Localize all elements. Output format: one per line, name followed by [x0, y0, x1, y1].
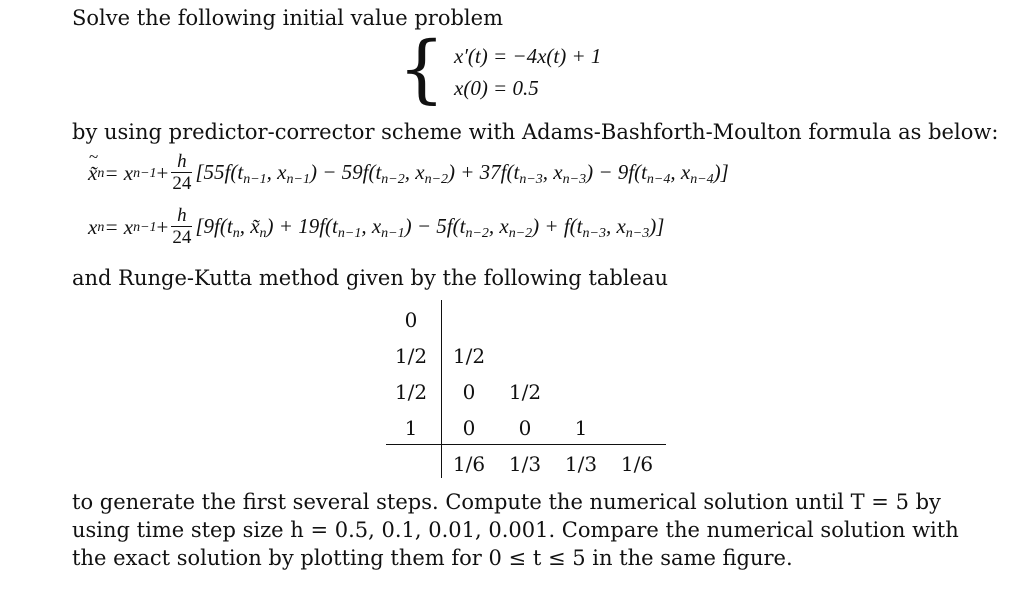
closing-text: to generate the first several steps. Compute the numerical solution until T = 5 by using time step size h = 0.5, 0.1, 0.01, 0.001. Compare the numerical solution with the exact solution by plotting them for 0 ≤ t ≤ 5 in the same figure.	[72, 490, 959, 570]
butcher-tableau	[386, 300, 666, 490]
corrector-frac-num: h	[177, 205, 187, 226]
tableau-vertical-rule	[441, 300, 442, 478]
tableau-b: 1/6	[620, 452, 654, 476]
corrector-lhs-sub: n	[97, 219, 105, 235]
tableau-a: 0	[462, 380, 476, 404]
tableau-b: 1/3	[508, 452, 542, 476]
tableau-c: 1/2	[394, 344, 428, 368]
corrector-eq-sub: n−1	[133, 219, 157, 235]
corrector-plus: +	[156, 215, 169, 239]
predictor-formula	[88, 152, 729, 195]
ode-equation: x′(t) = −4x(t) + 1	[454, 44, 602, 68]
tableau-a: 1/2	[508, 380, 542, 404]
corrector-lhs: x	[88, 215, 98, 239]
predictor-lhs: ~ x̃	[88, 161, 97, 186]
predictor-eq-sub: n−1	[133, 165, 157, 181]
tableau-c: 0	[404, 308, 418, 332]
tableau-a: 1/2	[452, 344, 486, 368]
method-text: by using predictor-corrector scheme with Adams-Bashforth-Moulton formula as below:	[72, 120, 999, 144]
tableau-b: 1/6	[452, 452, 486, 476]
corrector-frac-den: 24	[172, 227, 192, 248]
predictor-eq: = x	[104, 161, 134, 185]
ivp-system	[398, 26, 698, 112]
predictor-frac-num: h	[177, 151, 187, 172]
tableau-a: 0	[462, 416, 476, 440]
initial-condition: x(0) = 0.5	[454, 76, 539, 100]
corrector-fraction	[171, 206, 192, 249]
predictor-fraction	[171, 152, 192, 195]
corrector-eq: = x	[104, 215, 134, 239]
corrector-bracket: [$9f(t_n$, $x̃_n) + 19f(t_{n-1}$, $x_{n-1}) - 5f(t_{n-2}$, $x_{n-2}) + f(t_{n-3}$, $x_{n-3}$)]	[195, 213, 665, 241]
predictor-plus: +	[156, 161, 169, 185]
tableau-a: 1	[574, 416, 588, 440]
rk-text: and Runge-Kutta method given by the following tableau	[72, 266, 668, 290]
tableau-b: 1/3	[564, 452, 598, 476]
tableau-c: 1/2	[394, 380, 428, 404]
tableau-horizontal-rule	[386, 444, 666, 445]
predictor-bracket: [$55f(t_{n-1}$, $x_{n-1}) - 59f(t_{n-2}$, $x_{n-2}) + 37f(t_{n-3}$, $x_{n-3}) - 9f(t_{n-4}$, $x_{n-4}$)]	[195, 159, 729, 187]
tableau-c: 1	[404, 416, 418, 440]
corrector-formula	[88, 206, 664, 249]
predictor-frac-den: 24	[172, 173, 192, 194]
left-brace: {	[398, 26, 446, 112]
tableau-a: 0	[518, 416, 532, 440]
predictor-lhs-sub: n	[97, 165, 105, 181]
intro-text: Solve the following initial value problem	[72, 6, 503, 30]
